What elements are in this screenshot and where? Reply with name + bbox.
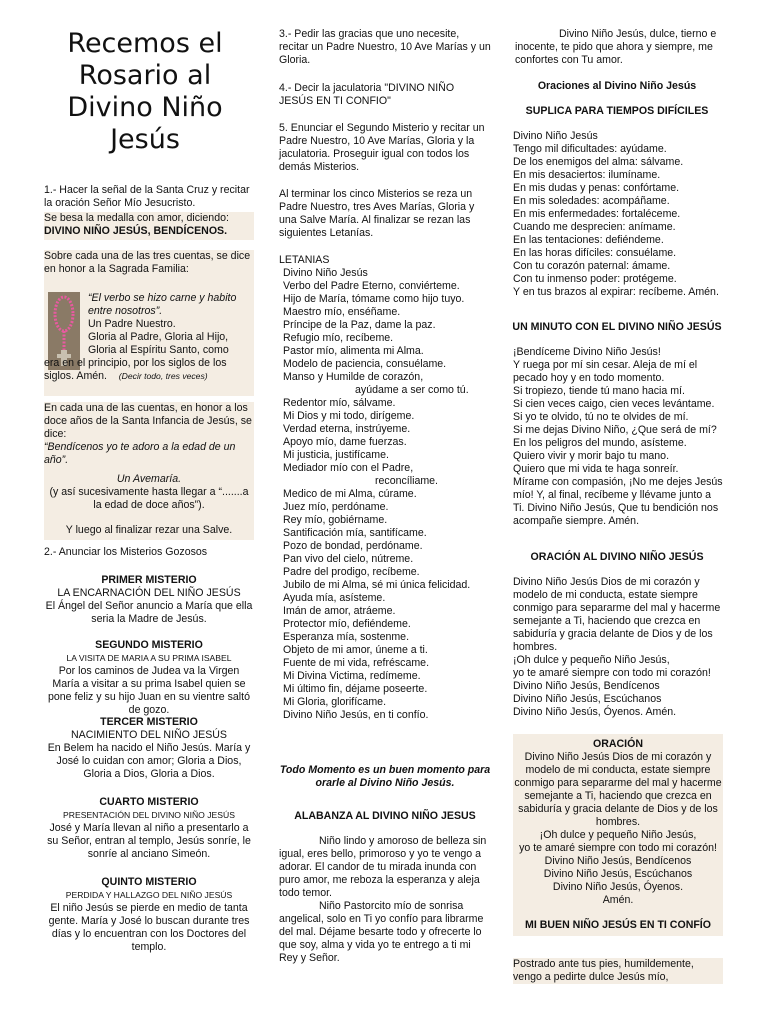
twelve-beads-block <box>44 402 254 540</box>
mystery-4 <box>44 796 254 861</box>
praise-section <box>279 810 491 965</box>
prayer-body <box>513 576 723 719</box>
mystery-heading: QUINTO MISTERIO <box>101 876 197 888</box>
minute-line: Quiero vivir y morir bajo tu mano. <box>513 450 670 462</box>
verbo-line-4: Gloria al Padre, Gloria al Hijo, <box>88 331 229 343</box>
supplication-line: En mis dudas y penas: confórtame. <box>513 182 680 194</box>
supplication-line: Divino Niño Jesús <box>513 130 598 142</box>
verbo-line-3: Un Padre Nuestro. <box>88 318 176 330</box>
step-3 <box>279 28 491 67</box>
mystery-heading: CUARTO MISTERIO <box>99 796 199 808</box>
family-text: Sobre cada una de las tres cuentas, se dice en honor a la Sagrada Familia: <box>44 250 251 275</box>
litany-line: Pastor mío, alimenta mi Alma. <box>283 345 424 357</box>
supplication-line: En mis soledades: acompáñame. <box>513 195 670 207</box>
litany-line: Verbo del Padre Eterno, conviérteme. <box>283 280 460 292</box>
litany-line: Hijo de María, tómame como hijo tuyo. <box>283 293 465 305</box>
minute-line: Y ruega por mí sin cesar. Aleja de mí el pecado hoy y en todo momento. <box>513 359 698 384</box>
prayer-title: ORACIÓN AL DIVINO NIÑO JESÚS <box>530 551 704 563</box>
litany-line: Maestro mío, enséñame. <box>283 306 401 318</box>
supplication-line: Con tu corazón paternal: ámame. <box>513 260 671 272</box>
trust-title: MI BUEN NIÑO JESÚS EN TI CONFÍO <box>525 919 711 931</box>
litany-line: Divino Niño Jesús, en ti confío. <box>283 709 429 721</box>
medal-blessing: DIVINO NIÑO JESÚS, BENDÍCENOS. <box>44 225 228 237</box>
step-3-text: 3.- Pedir las gracias que uno necesite, recitar un Padre Nuestro, 10 Ave Marías y un Gloria. <box>279 28 491 66</box>
column-left <box>36 0 254 953</box>
supplication-line: Tengo mil dificultades: ayúdame. <box>513 143 667 155</box>
prayer-line: Divino Niño Jesús Dios de mi corazón y modelo de mi conducta, estate siempre conmigo para separarme del mal y hacerme semejante a Ti, haciendo que crezca en sabiduría y gracia delante de Dios y de los hombres. <box>513 576 721 653</box>
verbo-line-1: “El verbo se hizo carne y habito <box>88 292 237 304</box>
litany-line: Padre del prodigo, recíbeme. <box>283 566 420 578</box>
prayer-line: Divino Niño Jesús, Óyenos. Amén. <box>513 706 677 718</box>
step-2-text: 2.- Anunciar los Misterios Gozosos <box>44 546 208 558</box>
supplication-list <box>513 130 723 299</box>
litany-line: Verdad eterna, instrúyeme. <box>283 423 411 435</box>
litany-line: Mi Divina Victima, redímeme. <box>283 670 421 682</box>
mystery-subtitle: PERDIDA Y HALLAZGO DEL NIÑO JESÚS <box>65 890 233 900</box>
supplication-line: Con tu inmenso poder: protégeme. <box>513 273 677 285</box>
trust-text: Postrado ante tus pies, humildemente, vengo a pedirte dulce Jesús mío, <box>513 958 694 983</box>
mystery-5 <box>44 876 254 954</box>
litany-line: Fuente de mi vida, refréscame. <box>283 657 430 669</box>
prayer-box-line: Divino Niño Jesús, Bendícenos <box>544 855 692 867</box>
prayer-box <box>513 734 723 936</box>
prayer-box-line: Divino Niño Jesús Dios de mi corazón y modelo de mi conducta, estate siempre conmigo para separarme del mal y hacerme semejante a Ti, haciendo que crezca en sabiduría y gracia delante de Dios y de los hombres. <box>514 751 722 828</box>
litany-line: Mi Dios y mi todo, dirígeme. <box>283 410 415 422</box>
verbo-line-5: Gloria al Espíritu Santo, como <box>88 344 229 356</box>
successive-text: (y así sucesivamente hasta llegar a “.......a la edad de doce años”). <box>49 486 249 511</box>
prayer-line: Divino Niño Jesús, Escúchanos <box>513 693 662 705</box>
minute-title: UN MINUTO CON EL DIVINO NIÑO JESÚS <box>512 321 722 333</box>
litanies-list <box>279 267 491 722</box>
litany-line: ayúdame a ser como tú. <box>355 384 469 396</box>
supplication-line: De los enemigos del alma: sálvame. <box>513 156 684 168</box>
litany-line: Pan vivo del cielo, nútreme. <box>283 553 414 565</box>
mystery-heading: TERCER MISTERIO <box>100 716 198 728</box>
praise-title: ALABANZA AL DIVINO NIÑO JESUS <box>294 810 476 822</box>
litany-line: Modelo de paciencia, consuélame. <box>283 358 447 370</box>
minute-line: Quiero que mi vida te haga sonreír. <box>513 463 679 475</box>
trust-prayer <box>513 958 723 984</box>
mystery-text: José y María llevan al niño a presentarlo a su Señor, entran al templo, Jesús sonríe, le sonríe al anciano Simeón. <box>47 822 251 860</box>
verbo-prayer <box>88 292 254 357</box>
litany-line: Mi Gloria, glorifícame. <box>283 696 387 708</box>
supplication-title: SUPLICA PARA TIEMPOS DIFÍCILES <box>525 105 709 117</box>
mystery-1 <box>44 574 254 626</box>
prayer-box-line: Amén. <box>602 894 634 906</box>
verbo-line-6: era en el principio, por los siglos de los <box>44 357 227 369</box>
litanies <box>279 254 491 722</box>
mystery-subtitle: NACIMIENTO DEL NIÑO JESÚS <box>71 729 227 741</box>
final-prayers-text: Al terminar los cinco Misterios se reza un Padre Nuestro, tres Aves Marías, Gloria y una Salve María. Al finalizar se rezan las siguientes Letanías. <box>279 188 475 239</box>
mystery-text: El niño Jesús se pierde en medio de tanta gente. María y José lo buscan durante tres días y lo encuentran con los Doctores del templo. <box>48 902 250 953</box>
litany-line: reconcíliame. <box>375 475 438 487</box>
supplication-line: Cuando me desprecien: anímame. <box>513 221 676 233</box>
verbo-note: (Decir todo, tres veces) <box>118 371 208 381</box>
litany-line: Mediador mío con el Padre, <box>283 462 414 474</box>
mystery-text: Por los caminos de Judea va la Virgen María a visitar a su prima Isabel quien se pone feliz y su hijo Juan en su vientre saltó de gozo. <box>48 665 250 716</box>
litany-line: Santificación mía, santifícame. <box>283 527 427 539</box>
minute-line: Si tropiezo, tiende tú mano hacia mí. <box>513 385 685 397</box>
litany-line: Mi justicia, justifícame. <box>283 449 389 461</box>
litany-line: Juez mío, perdóname. <box>283 501 389 513</box>
mystery-subtitle: LA VISITA DE MARIA A SU PRIMA ISABEL <box>66 653 232 663</box>
litany-line: Manso y Humilde de corazón, <box>283 371 424 383</box>
prayers-title: Oraciones al Divino Niño Jesús <box>537 80 697 92</box>
minute-line: ¡Bendíceme Divino Niño Jesús! <box>513 346 661 358</box>
mystery-subtitle: LA ENCARNACIÓN DEL NIÑO JESÚS <box>57 587 241 599</box>
litany-line: Jubilo de mi Alma, sé mi única felicidad. <box>283 579 471 591</box>
salve-text: Y luego al finalizar rezar una Salve. <box>65 524 233 536</box>
praise-paragraph-2: Niño Pastorcito mío de sonrisa angelical, solo en Ti yo confío para librarme del mal. Déjame besarte todo y ofrecerte lo que soy, alma y vida yo te entrego a ti mi Rey y Señor. <box>279 900 484 964</box>
litany-line: Príncipe de la Paz, dame la paz. <box>283 319 436 331</box>
every-moment-text: Todo Momento es un buen momento para orarle al Divino Niño Jesús. <box>279 764 491 789</box>
litany-line: Rey mío, gobiérname. <box>283 514 388 526</box>
litany-line: Divino Niño Jesús <box>283 267 368 279</box>
step-2 <box>44 546 254 559</box>
final-prayers <box>279 188 491 240</box>
supplication-line: Y en tus brazos al expirar: recíbeme. Amén. <box>513 286 719 298</box>
prayer-box-line: yo te amaré siempre con todo mi corazón! <box>519 842 717 854</box>
mystery-heading: PRIMER MISTERIO <box>101 574 197 586</box>
prayer-box-line: Divino Niño Jesús, Óyenos. <box>552 881 684 893</box>
praise-paragraph-1: Niño lindo y amoroso de belleza sin igual, eres bello, primoroso y yo te vengo a adorar. El candor de tu mirada inunda con puro amor, me reboza la esperanza y aleja todo temor. <box>279 835 487 899</box>
litany-line: Imán de amor, atráeme. <box>283 605 396 617</box>
mystery-2 <box>44 639 254 717</box>
twelve-beads-blessing: “Bendícenos yo te adoro a la edad de un año”. <box>44 441 236 466</box>
medal-instruction <box>44 212 254 240</box>
minute-line: Si me dejas Divino Niño, ¿Que será de mí? <box>513 424 717 436</box>
prayer-box-line: Divino Niño Jesús, Escúchanos <box>543 868 693 880</box>
prayer-line: yo te amaré siempre con todo mi corazón! <box>513 667 711 679</box>
litany-line: Redentor mío, sálvame. <box>283 397 396 409</box>
minute-line: En los peligros del mundo, asísteme. <box>513 437 687 449</box>
intro-text: Divino Niño Jesús, dulce, tierno e inocente, te pido que ahora y siempre, me confortes con Tu amor. <box>515 28 717 66</box>
litany-line: Apoyo mío, dame fuerzas. <box>283 436 407 448</box>
supplication-line: En mis enfermedades: fortaléceme. <box>513 208 681 220</box>
verbo-line-7: siglos. Amén. <box>44 370 108 382</box>
step-5 <box>279 122 491 174</box>
litany-line: Pozo de bondad, perdóname. <box>283 540 423 552</box>
step-4-text: 4.- Decir la jaculatoria "DIVINO NIÑO JESÚS EN TI CONFIO" <box>279 82 455 107</box>
step-5-text: 5. Enunciar el Segundo Misterio y recitar un Padre Nuestro, 10 Ave Marías, Gloria y la jaculatoria. Proseguir igual con todos los demás Misterios. <box>279 122 485 173</box>
every-moment <box>279 764 491 790</box>
supplication-line: En las tentaciones: defiéndeme. <box>513 234 664 246</box>
minute-line: Mírame con compasión, ¡No me dejes Jesús mío! Y, al final, recíbeme y llévame junto a Ti. Divino Niño Jesús, Que tu bendición nos acompañe siempre. Amén. <box>513 476 723 527</box>
supplication-line: En las horas difíciles: consuélame. <box>513 247 677 259</box>
step-4 <box>279 82 491 108</box>
prayer-box-title: ORACIÓN <box>592 738 644 750</box>
page-title: Recemos el Rosario al Divino Niño Jesús <box>67 28 223 155</box>
minute-prayer <box>513 346 723 528</box>
prayer-line: ¡Oh dulce y pequeño Niño Jesús, <box>513 654 670 666</box>
litanies-title: LETANIAS <box>279 254 330 266</box>
step-1-text: 1.- Hacer la señal de la Santa Cruz y recitar la oración Señor Mío Jesucristo. <box>44 184 250 209</box>
mystery-text: En Belem ha nacido el Niño Jesús. María y José lo cuidan con amor; Gloria a Dios, Gloria a Dios, Gloria a Dios. <box>47 742 251 780</box>
litany-line: Mi último fin, déjame poseerte. <box>283 683 428 695</box>
minute-line: Si yo te olvido, tú no te olvides de mí. <box>513 411 689 423</box>
mystery-subtitle: PRESENTACIÓN DEL DIVINO NIÑO JESÚS <box>63 810 235 820</box>
prayer-line: Divino Niño Jesús, Bendícenos <box>513 680 660 692</box>
supplication-line: En mis desaciertos: ilumíname. <box>513 169 661 181</box>
mystery-heading: SEGUNDO MISTERIO <box>95 639 203 651</box>
intro <box>515 28 723 67</box>
twelve-beads-text: En cada una de las cuentas, en honor a los doce años de la Santa Infancia de Jesús, se dice: <box>44 402 252 440</box>
litany-line: Medico de mi Alma, cúrame. <box>283 488 417 500</box>
mystery-3 <box>44 716 254 781</box>
avemaria-text: Un Avemaría. <box>116 473 182 485</box>
litany-line: Ayuda mía, asísteme. <box>283 592 386 604</box>
mystery-text: El Ángel del Señor anuncio a María que ella seria la Madre de Jesús. <box>45 600 253 625</box>
litany-line: Refugio mío, recíbeme. <box>283 332 394 344</box>
minute-line: Si cien veces caigo, cien veces levántame. <box>513 398 715 410</box>
medal-text: Se besa la medalla con amor, diciendo: <box>44 212 229 224</box>
litany-line: Esperanza mía, sostenme. <box>283 631 410 643</box>
litany-line: Objeto de mi amor, úneme a ti. <box>283 644 428 656</box>
prayer-box-line: ¡Oh dulce y pequeño Niño Jesús, <box>539 829 697 841</box>
step-1 <box>44 184 254 210</box>
litany-line: Protector mío, defiéndeme. <box>283 618 411 630</box>
verbo-line-2: entre nosotros”. <box>88 305 163 317</box>
verbo-continued <box>44 357 254 383</box>
